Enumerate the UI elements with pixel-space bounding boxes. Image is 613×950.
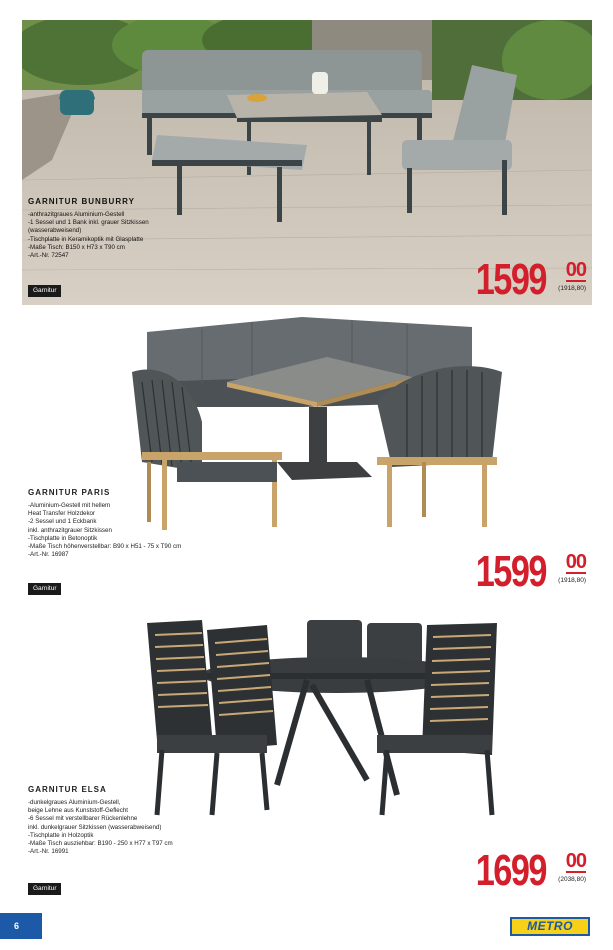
spec-line: Heat Transfer Holzdekor [28, 510, 96, 518]
product-card-elsa [22, 615, 592, 905]
product-card-paris [22, 312, 592, 607]
product-title: GARNITUR PARIS [28, 488, 111, 497]
price-main: 1599 [475, 547, 546, 596]
spec-line: -Art.-Nr. 72547 [28, 252, 69, 260]
spec-line: -1 Sessel und 1 Bank inkl. grauer Sitzkissen [28, 219, 149, 227]
spec-line: inkl. anthrazitgrauer Sitzkissen [28, 526, 112, 534]
price-cents: 00 [565, 551, 586, 573]
price-block [436, 846, 586, 895]
price-block [436, 547, 586, 596]
spec-line: -Tischplatte in Betonoptik [28, 534, 98, 542]
page-number: 6 [0, 913, 42, 939]
price-main: 1599 [475, 255, 546, 304]
product-specs [28, 211, 149, 260]
product-specs [28, 502, 181, 559]
spec-line: -6 Sessel mit verstellbarer Rückenlehne [28, 815, 138, 823]
metro-logo: METRO [510, 917, 590, 936]
price-reference: (1918,80) [558, 285, 586, 292]
spec-line: -anthrazitgraues Aluminium-Gestell [28, 211, 125, 218]
spec-line: -Maße Tisch: B150 x H73 x T90 cm [28, 243, 125, 251]
product-tag: Garnitur [28, 883, 61, 895]
spec-line: -Aluminium-Gestell mit hellem [28, 502, 111, 509]
spec-line: -Maße Tisch ausziehbar: B190 - 250 x H77 x T97 cm [28, 840, 173, 848]
price-cents: 00 [565, 259, 586, 281]
spec-line: -Tischplatte in Holzoptik [28, 831, 94, 839]
product-photo-paris [122, 312, 522, 537]
price-reference: (1918,80) [558, 577, 586, 584]
spec-line: -Art.-Nr. 16991 [28, 848, 69, 856]
product-specs [28, 799, 173, 856]
product-tag: Garnitur [28, 285, 61, 297]
product-card-bunburry [22, 20, 592, 305]
spec-line: -dunkelgraues Aluminium-Gestell, [28, 799, 121, 806]
spec-line: (wasserabweisend) [28, 227, 82, 235]
spec-line: -Tischplatte in Keramikoptik mit Glasplatte [28, 235, 144, 243]
spec-line: -Maße Tisch höhenverstellbar: B90 x H51 - 75 x T90 cm [28, 543, 182, 551]
spec-line: beige Lehne aus Kunststoff-Geflecht [28, 807, 128, 815]
product-tag: Garnitur [28, 583, 61, 595]
price-block [436, 255, 586, 304]
price-main: 1699 [475, 846, 546, 895]
spec-line: -Art.-Nr. 16987 [28, 551, 69, 559]
spec-line: inkl. dunkelgrauer Sitzkissen (wasserabweisend) [28, 823, 162, 831]
product-photo-elsa [137, 615, 507, 820]
spec-line: -2 Sessel und 1 Eckbank [28, 518, 97, 526]
product-title: GARNITUR BUNBURRY [28, 197, 135, 206]
price-reference: (2038,80) [558, 876, 586, 883]
price-cents: 00 [565, 850, 586, 872]
product-title: GARNITUR ELSA [28, 785, 107, 794]
